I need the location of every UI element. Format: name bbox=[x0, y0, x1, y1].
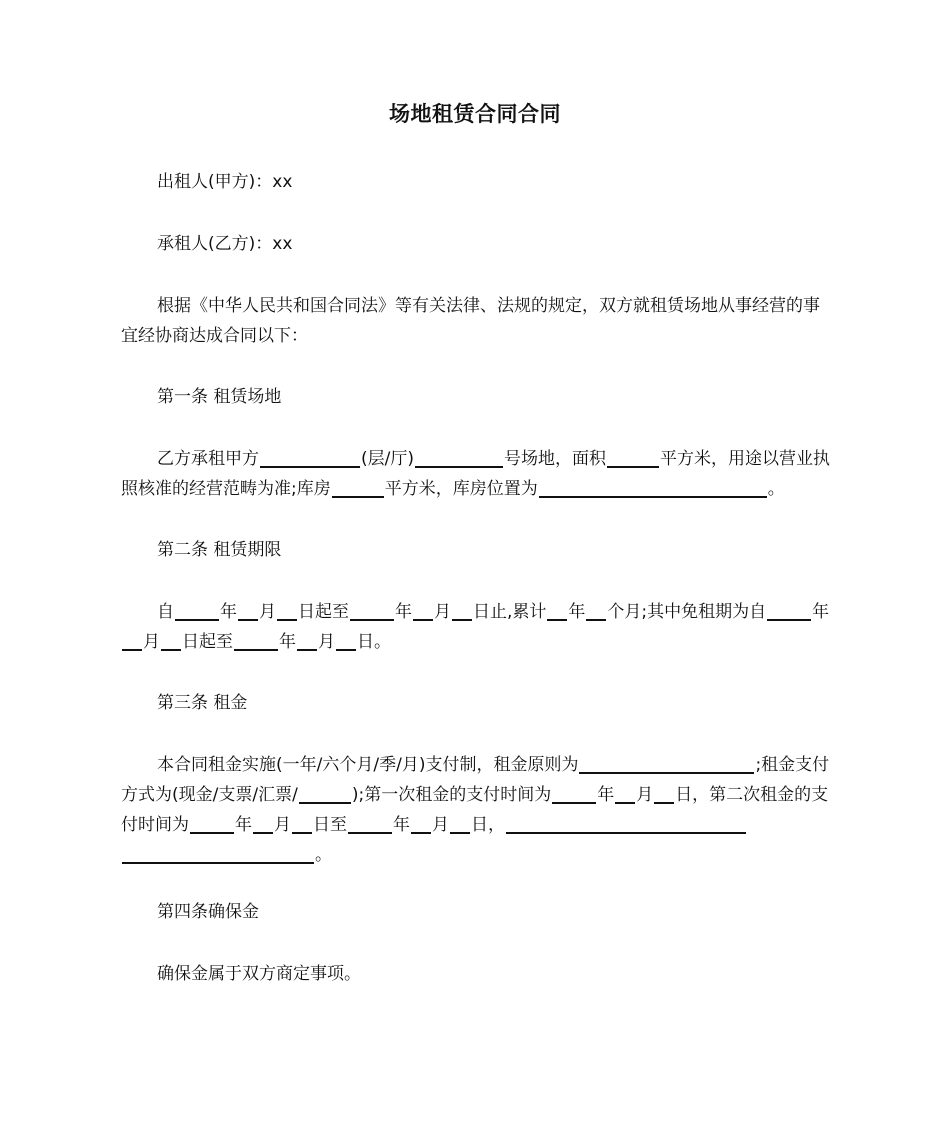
blank-field bbox=[350, 599, 394, 621]
text-segment: 。 bbox=[767, 479, 785, 499]
blank-field bbox=[277, 599, 297, 621]
text-segment: 年 bbox=[393, 815, 410, 835]
blank-field bbox=[122, 629, 142, 651]
blank-field bbox=[161, 629, 181, 651]
blank-field bbox=[292, 812, 312, 834]
text-segment: );第一次租金的支付时间为 bbox=[351, 785, 552, 805]
blank-field bbox=[506, 812, 746, 834]
blank-field bbox=[654, 782, 674, 804]
blank-field bbox=[579, 752, 754, 774]
article-3-heading: 第三条 租金 bbox=[157, 693, 248, 713]
text-segment: 乙方承租甲方 bbox=[157, 449, 259, 469]
blank-field bbox=[413, 599, 433, 621]
blank-field bbox=[615, 782, 635, 804]
text-segment: 月 bbox=[636, 785, 654, 805]
article-2-heading: 第二条 租赁期限 bbox=[157, 540, 282, 560]
article-3-body bbox=[121, 750, 831, 870]
blank-field bbox=[767, 599, 811, 621]
blank-field bbox=[332, 476, 384, 498]
text-segment: 月 bbox=[432, 815, 449, 835]
text-segment: 年 bbox=[597, 785, 615, 805]
blank-field bbox=[348, 812, 392, 834]
preamble-paragraph: 根据《中华人民共和国合同法》等有关法律、法规的规定，双方就租赁场地从事经营的事宜经协商达成合同以下： bbox=[121, 296, 820, 346]
blank-field bbox=[450, 812, 470, 834]
text-segment: 年 bbox=[812, 602, 830, 622]
text-segment: 平方米，库房位置为 bbox=[384, 479, 538, 499]
blank-field bbox=[260, 446, 360, 468]
blank-field bbox=[539, 476, 767, 498]
blank-field bbox=[238, 599, 258, 621]
text-segment: 本合同租金实施(一年/六个月/季/月)支付制，租金原则为 bbox=[157, 755, 579, 775]
blank-field bbox=[411, 812, 431, 834]
article-2-body bbox=[121, 597, 831, 657]
text-segment: 月 bbox=[318, 632, 335, 652]
article-1-body bbox=[121, 444, 831, 504]
text-segment: 年 bbox=[279, 632, 296, 652]
article-4-body: 确保金属于双方商定事项。 bbox=[157, 964, 361, 984]
text-segment: (层/厅) bbox=[361, 449, 414, 469]
blank-field bbox=[190, 812, 234, 834]
text-segment: 自 bbox=[157, 602, 174, 622]
text-segment: 平方米，用途以营业执照核准的经营范畴为准;库房 bbox=[121, 449, 830, 499]
blank-field bbox=[253, 812, 273, 834]
blank-field bbox=[586, 599, 606, 621]
blank-field bbox=[297, 629, 317, 651]
blank-field bbox=[175, 599, 219, 621]
text-segment: 日。 bbox=[357, 632, 391, 652]
blank-field bbox=[452, 599, 472, 621]
blank-field bbox=[122, 842, 314, 864]
text-segment: 日起至 bbox=[298, 602, 349, 622]
article-1-heading: 第一条 租赁场地 bbox=[157, 387, 282, 407]
document-title: 场地租赁合同合同 bbox=[389, 102, 561, 126]
text-segment: 年 bbox=[220, 602, 237, 622]
blank-field bbox=[234, 629, 278, 651]
text-segment: 日起至 bbox=[182, 632, 233, 652]
blank-field bbox=[552, 782, 596, 804]
text-segment: ;租金支付方式为(现金/支票/汇票/ bbox=[121, 755, 830, 805]
text-segment: 日， bbox=[471, 815, 505, 835]
blank-field bbox=[547, 599, 567, 621]
article-4-heading: 第四条确保金 bbox=[157, 902, 259, 922]
text-segment: 日，第二次租金的支付时间为 bbox=[121, 785, 829, 835]
blank-field bbox=[415, 446, 503, 468]
blank-field bbox=[336, 629, 356, 651]
text-segment: 日止,累计 bbox=[473, 602, 547, 622]
text-segment: 月 bbox=[274, 815, 291, 835]
text-segment: 日至 bbox=[313, 815, 347, 835]
blank-field bbox=[607, 446, 659, 468]
blank-field bbox=[299, 782, 351, 804]
text-segment: 号场地，面积 bbox=[504, 449, 606, 469]
text-segment: 个月;其中免租期为自 bbox=[607, 602, 767, 622]
lessor-line: 出租人(甲方)：xx bbox=[157, 172, 293, 192]
text-segment: 年 bbox=[568, 602, 586, 622]
text-segment: 。 bbox=[315, 845, 332, 865]
text-segment: 月 bbox=[259, 602, 276, 622]
text-segment: 月 bbox=[143, 632, 160, 652]
text-segment: 年 bbox=[235, 815, 252, 835]
lessee-line: 承租人(乙方)：xx bbox=[157, 234, 293, 254]
text-segment: 年 bbox=[395, 602, 412, 622]
text-segment: 月 bbox=[434, 602, 451, 622]
